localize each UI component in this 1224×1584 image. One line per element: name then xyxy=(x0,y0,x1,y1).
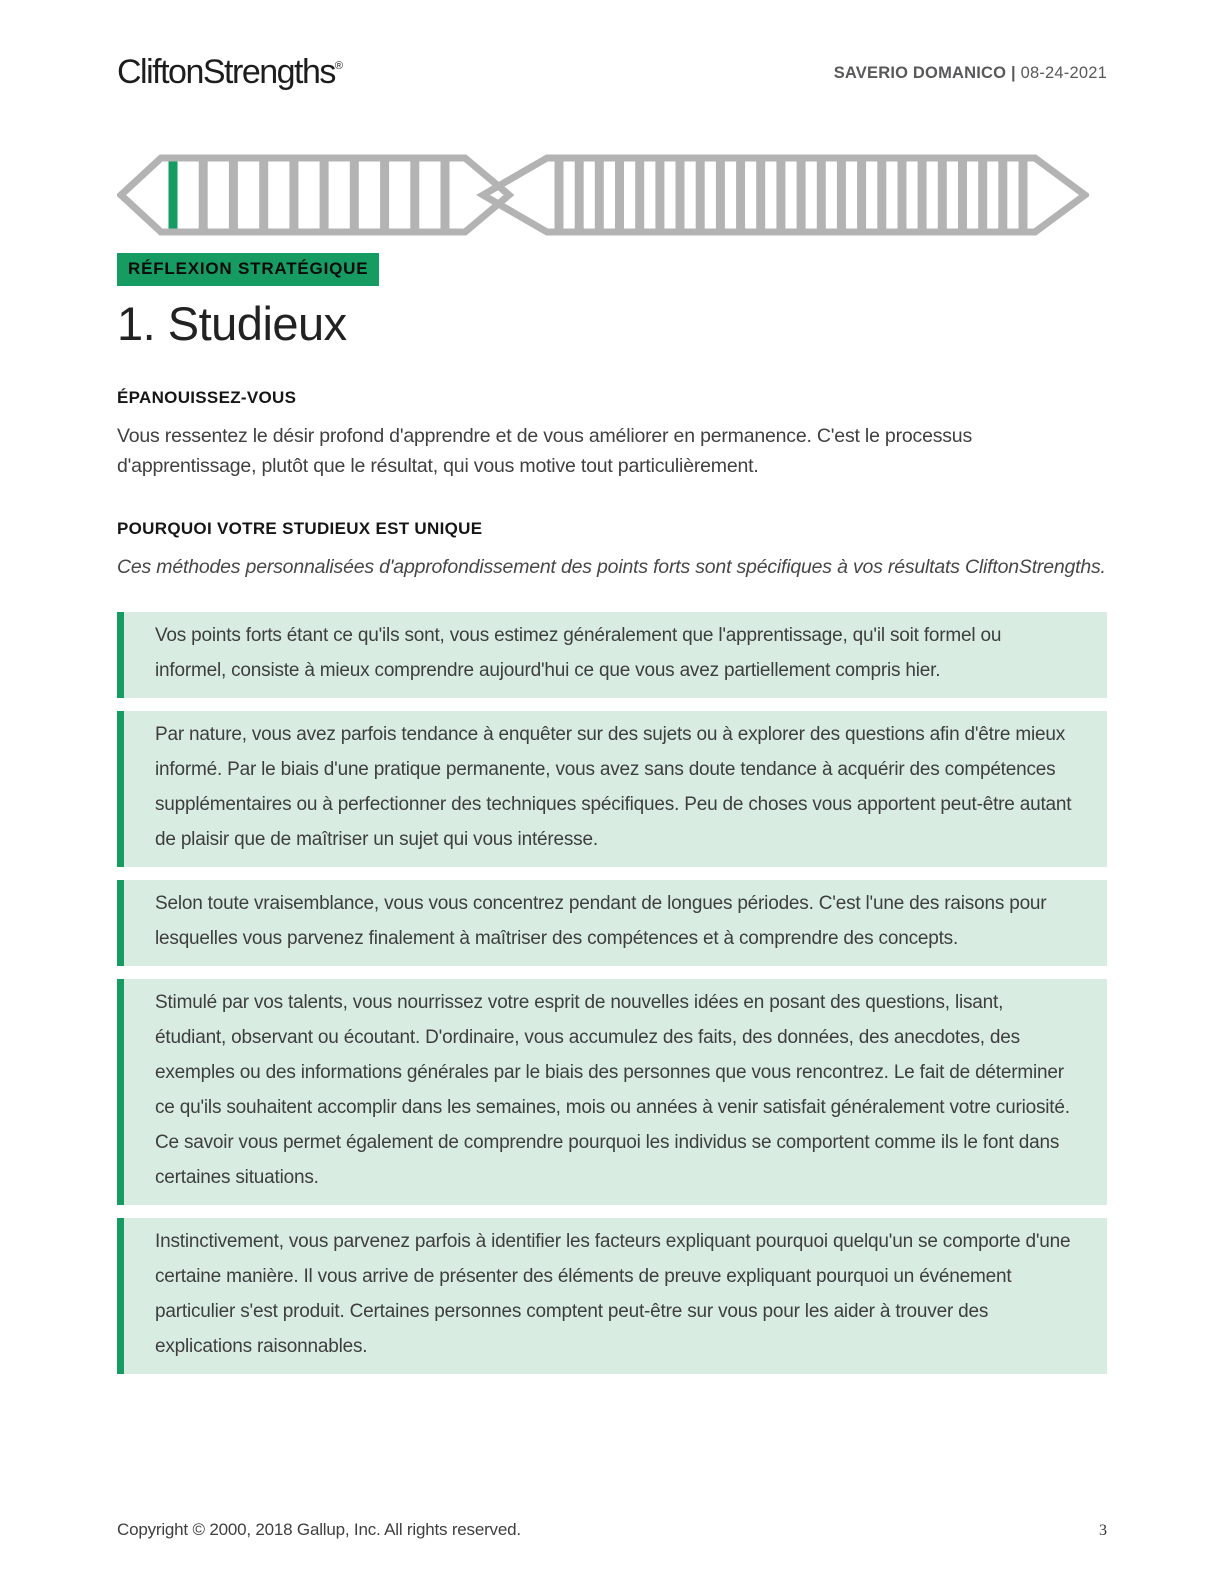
section-heading-thrive: ÉPANOUISSEZ-VOUS xyxy=(117,387,297,407)
ribbon-bar xyxy=(410,158,419,232)
ribbon-bar xyxy=(756,158,765,232)
ribbon-bar xyxy=(696,158,705,232)
ribbon-bar xyxy=(575,158,584,232)
ribbon-bar xyxy=(320,158,329,232)
strengths-ribbon-graphic xyxy=(117,151,1089,239)
ribbon-bar xyxy=(736,158,745,232)
section-body-unique: Ces méthodes personnalisées d'approfondissement des points forts sont spécifiques à vos résultats CliftonStrengths. xyxy=(117,555,1106,578)
insight-box xyxy=(117,1218,1107,1374)
ribbon-bar xyxy=(259,158,268,232)
ribbon-bar xyxy=(199,158,208,232)
ribbon-bar xyxy=(998,158,1007,232)
section-heading-unique: POURQUOI VOTRE STUDIEUX EST UNIQUE xyxy=(117,518,483,538)
ribbon-bar xyxy=(797,158,806,232)
ribbon-bar xyxy=(877,158,886,232)
ribbon-bar xyxy=(958,158,967,232)
page-title: 1. Studieux xyxy=(117,297,347,350)
insight-box xyxy=(117,880,1107,966)
ribbon-bar xyxy=(716,158,725,232)
copyright-notice: Copyright © 2000, 2018 Gallup, Inc. All rights reserved. xyxy=(117,1520,521,1539)
domain-label: RÉFLEXION STRATÉGIQUE xyxy=(117,253,379,286)
ribbon-bar xyxy=(655,158,664,232)
insight-text: Par nature, vous avez parfois tendance à enquêter sur des sujets ou à explorer des questions afin d'être mieux informé. Par le biais d'une pratique permanente, vous avez sans doute tendance à acquérir des compétences supplémentaires ou à perfectionner des techniques spécifiques. Peu de choses vous apportent peut-être autant de plaisir que de maîtriser un sujet qui vous intéresse. xyxy=(155,723,1072,850)
ribbon-bar xyxy=(898,158,907,232)
ribbon-bar xyxy=(350,158,359,232)
strengths-ribbon-wrap xyxy=(117,151,1107,239)
meta-separator: | xyxy=(1006,64,1021,82)
report-meta xyxy=(834,55,1107,83)
insight-text: Stimulé par vos talents, vous nourrissez votre esprit de nouvelles idées en posant des questions, lisant, étudiant, observant ou écoutant. D'ordinaire, vous accumulez des faits, des données, des anecdotes, des exemples ou des informations générales par le biais des personnes que vous rencontrez. Le fait de déterminer ce qu'ils souhaitent accomplir dans les semaines, mois ou années à venir satisfait généralement votre curiosité. Ce savoir vous permet également de comprendre pourquoi les individus se comportent comme ils le font dans certaines situations. xyxy=(155,991,1070,1188)
ribbon-bar xyxy=(289,158,298,232)
logo-text: CliftonStrengths xyxy=(117,53,335,91)
ribbon-bar xyxy=(635,158,644,232)
ribbon-bar xyxy=(555,158,564,232)
ribbon-bar xyxy=(938,158,947,232)
insight-text: Instinctivement, vous parvenez parfois à identifier les facteurs expliquant pourquoi quelqu'un se comporte d'une certaine manière. Il vous arrive de présenter des éléments de preuve expliquant pourquoi un événement particulier s'est produit. Certaines personnes comptent peut-être sur vous pour les aider à trouver des explications raisonnables. xyxy=(155,1230,1071,1357)
ribbon-bar xyxy=(978,158,987,232)
cliftonstrengths-logo xyxy=(117,55,343,89)
ribbon-bar xyxy=(857,158,866,232)
page-footer xyxy=(117,1520,1107,1540)
ribbon-bar xyxy=(229,158,238,232)
personalized-insights-list xyxy=(117,612,1107,1374)
insight-text: Selon toute vraisemblance, vous vous concentrez pendant de longues périodes. C'est l'une des raisons pour lesquelles vous parvenez finalement à maîtriser des compétences et à comprendre des concepts. xyxy=(155,892,1047,949)
ribbon-bar xyxy=(837,158,846,232)
insight-box xyxy=(117,711,1107,867)
person-name: SAVERIO DOMANICO xyxy=(833,64,1007,82)
ribbon-bar xyxy=(380,158,389,232)
ribbon-strand-left xyxy=(121,158,509,232)
ribbon-bar xyxy=(776,158,785,232)
ribbon-bar xyxy=(595,158,604,232)
ribbon-bar xyxy=(615,158,624,232)
ribbon-bar xyxy=(918,158,927,232)
ribbon-bar-highlighted xyxy=(169,158,178,232)
ribbon-bar xyxy=(817,158,826,232)
ribbon-bar xyxy=(441,158,450,232)
section-body-thrive: Vous ressentez le désir profond d'apprendre et de vous améliorer en permanence. C'est le processus d'apprentissage, plutôt que le résultat, qui vous motive tout particulièrement. xyxy=(117,424,973,477)
ribbon-bar xyxy=(1019,158,1028,232)
page-number: 3 xyxy=(1099,1522,1107,1539)
insight-text: Vos points forts étant ce qu'ils sont, vous estimez généralement que l'apprentissage, qu'il soit formel ou informel, consiste à mieux comprendre aujourd'hui ce que vous avez partiellement compris hier. xyxy=(155,624,1002,681)
insight-box xyxy=(117,979,1107,1205)
page-header xyxy=(117,0,1107,89)
report-date: 08-24-2021 xyxy=(1020,64,1107,82)
registered-trademark: ® xyxy=(334,60,344,72)
insight-box xyxy=(117,612,1107,698)
ribbon-bar xyxy=(676,158,685,232)
